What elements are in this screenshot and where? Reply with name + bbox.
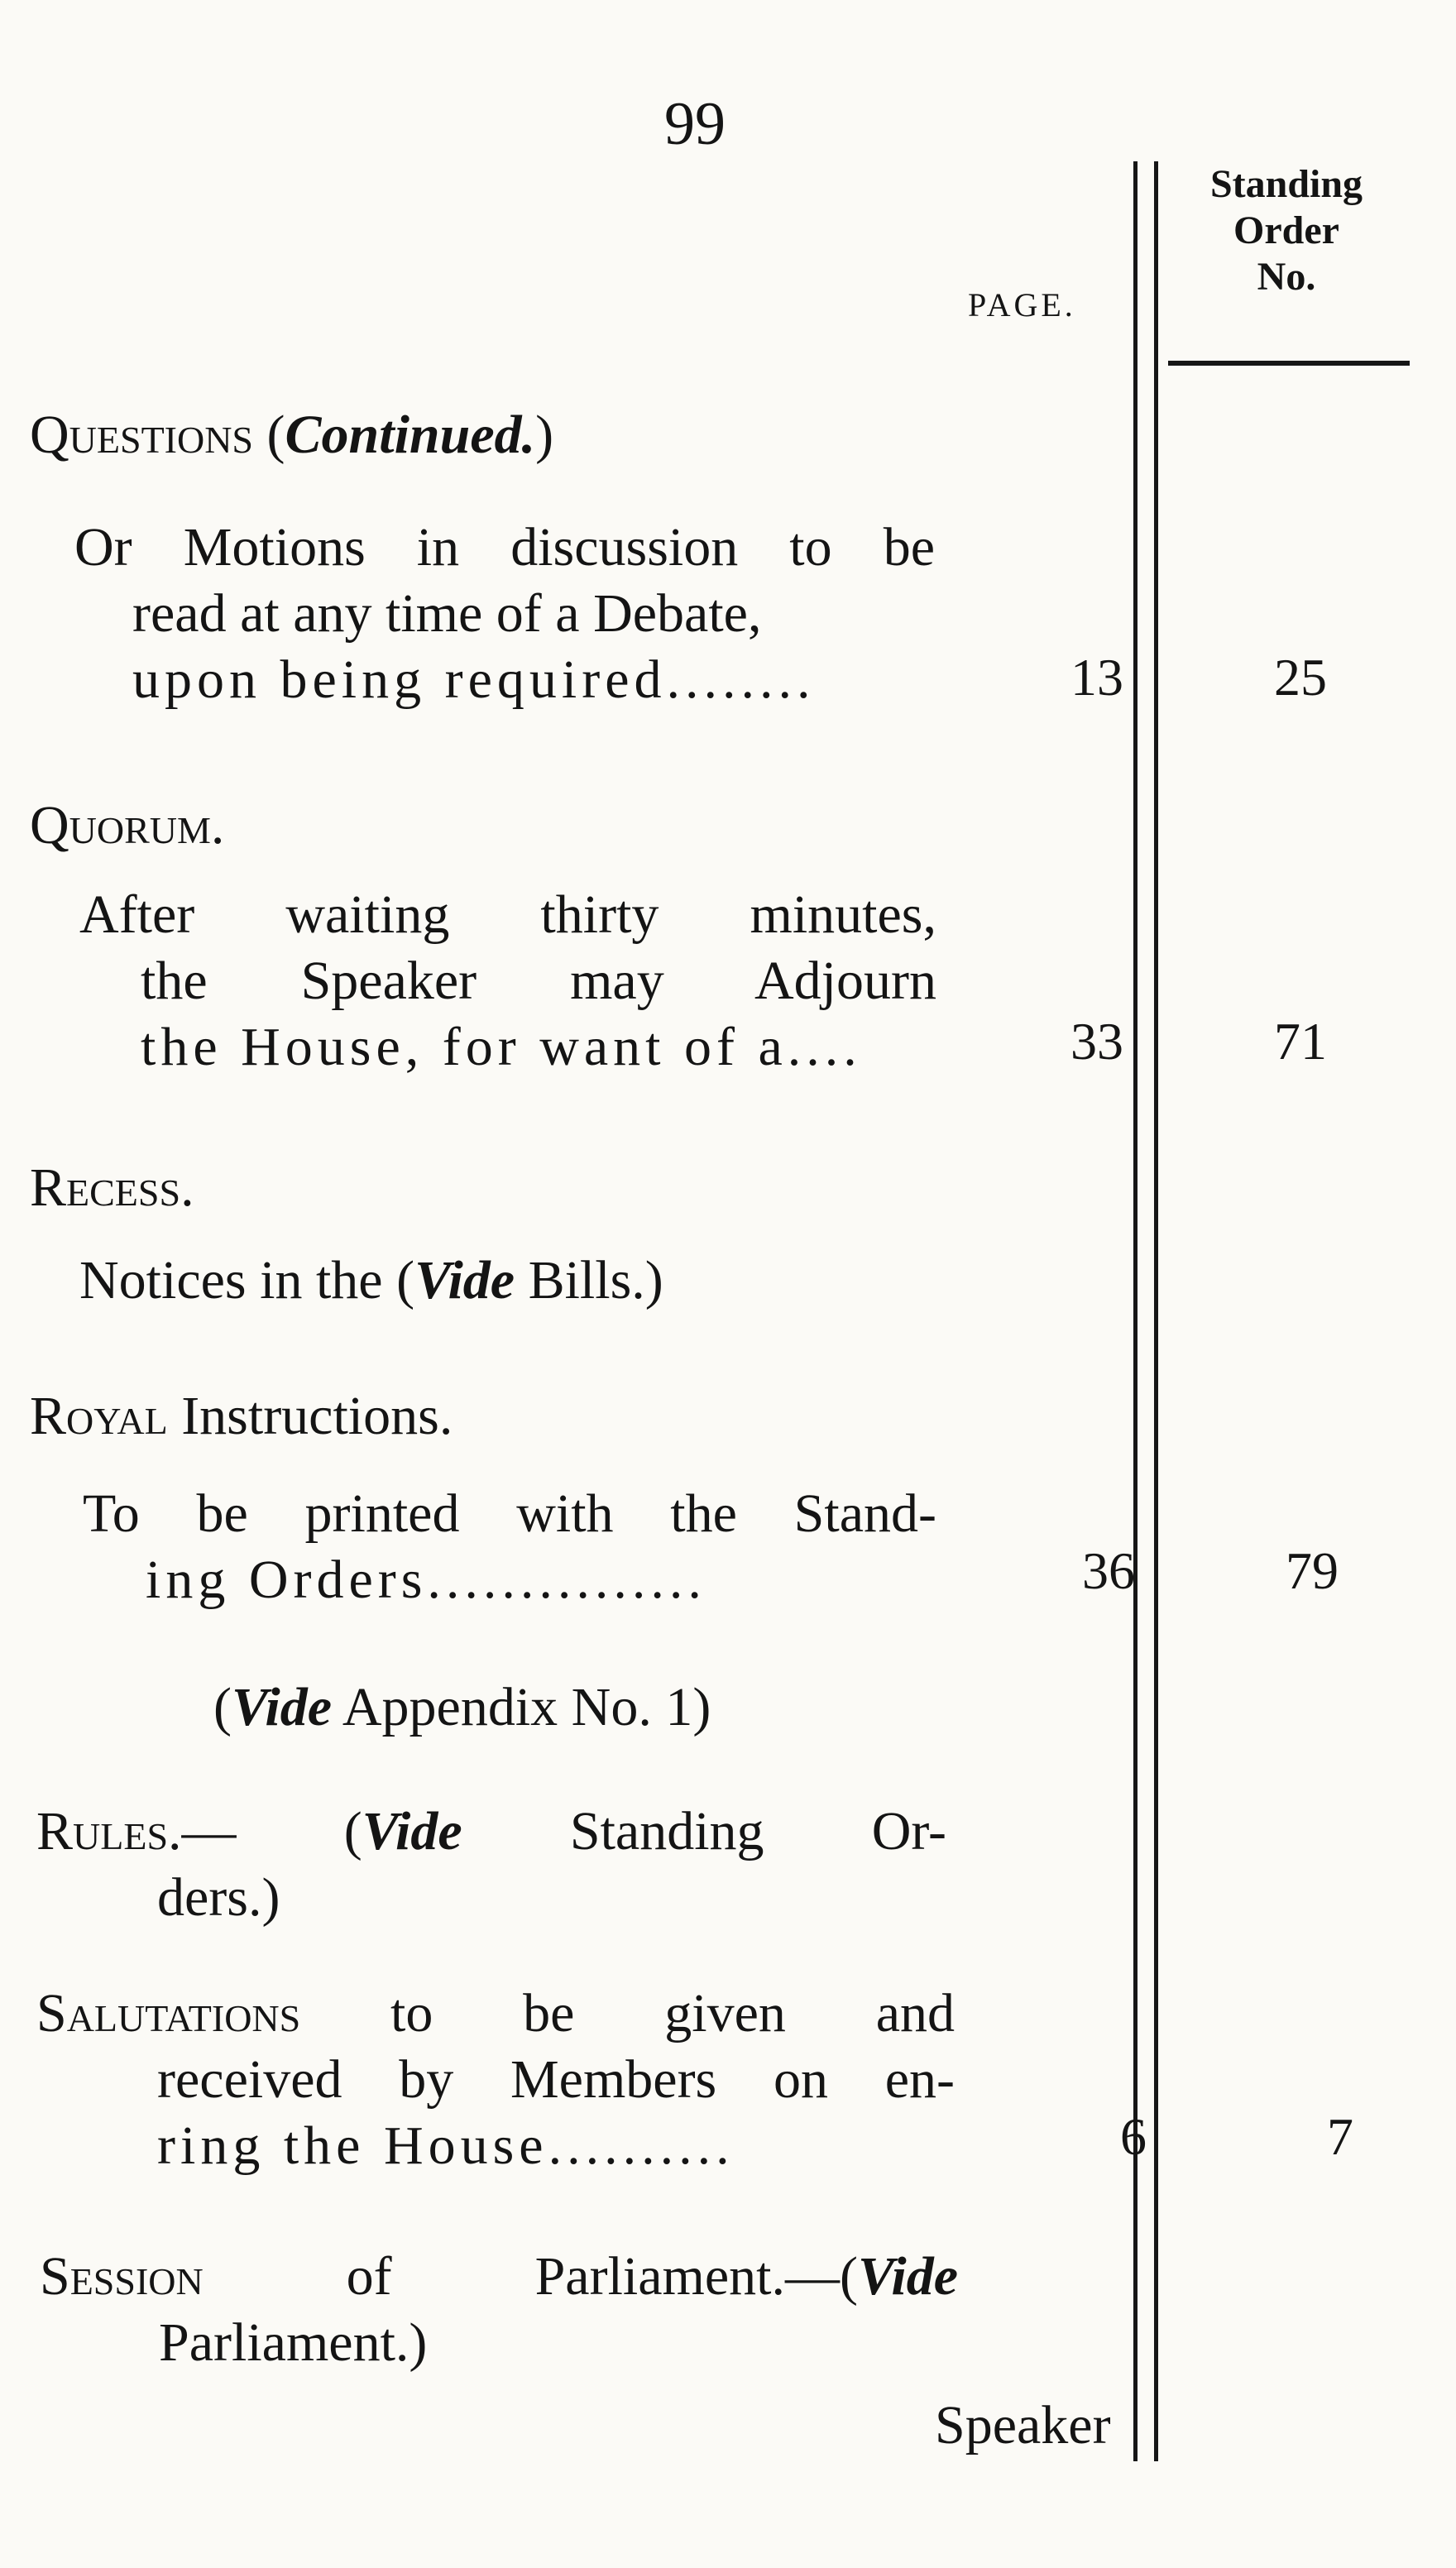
entry-line: upon being required........ bbox=[132, 649, 816, 710]
entry-text: Standing Or- bbox=[569, 1801, 946, 1861]
standing-order-header-line: Order bbox=[1233, 208, 1339, 252]
heading-word: Royal bbox=[30, 1386, 168, 1446]
entry-line: the House, for want of a.... bbox=[141, 1017, 862, 1077]
standing-order-column-header bbox=[1175, 161, 1398, 300]
page-ref: 36 bbox=[1082, 1541, 1135, 1600]
header-underline bbox=[1168, 361, 1410, 366]
entry-text: Bills.) bbox=[528, 1250, 663, 1310]
entry-heading-salutations bbox=[36, 1981, 955, 2047]
heading-word: Instructions. bbox=[181, 1386, 453, 1446]
entry-heading-questions bbox=[30, 402, 553, 468]
heading-word: Rules. bbox=[36, 1801, 182, 1861]
entry-heading-session bbox=[40, 2244, 958, 2310]
heading-paren: ( bbox=[266, 405, 285, 465]
entry-heading-royal bbox=[30, 1383, 453, 1449]
heading-paren: ) bbox=[535, 405, 554, 465]
entry-heading-recess: Recess. bbox=[30, 1157, 194, 1218]
standing-order-ref: 71 bbox=[1274, 1012, 1327, 1071]
entry-italic: Vide bbox=[362, 1801, 462, 1861]
page-ref: 13 bbox=[1070, 648, 1123, 707]
entry-italic: Vide bbox=[414, 1250, 515, 1310]
entry-line: received by Members on en- bbox=[157, 2049, 955, 2110]
entry-heading-rules bbox=[36, 1799, 946, 1865]
entry-line: ders.) bbox=[157, 1867, 280, 1928]
page-ref: 6 bbox=[1120, 2107, 1147, 2166]
entry-line: After waiting thirty minutes, bbox=[79, 884, 936, 945]
entry-text: ( bbox=[213, 1677, 232, 1737]
heading-word: Salutations bbox=[36, 1983, 301, 2043]
entry-italic: Vide bbox=[231, 1677, 332, 1737]
standing-order-header-line: No. bbox=[1257, 255, 1316, 299]
entry-line bbox=[79, 1248, 663, 1314]
entry-line: ing Orders............... bbox=[146, 1550, 706, 1610]
entry-line: To be printed with the Stand- bbox=[83, 1483, 936, 1544]
heading-word: Questions bbox=[30, 405, 254, 465]
entry-line: the Speaker may Adjourn bbox=[141, 951, 936, 1011]
heading-word: Session bbox=[40, 2246, 204, 2307]
entry-text: — ( bbox=[181, 1801, 362, 1861]
entry-text: of Parliament.—( bbox=[346, 2246, 858, 2307]
entry-italic: Vide bbox=[857, 2246, 958, 2307]
entry-vide-note bbox=[213, 1674, 711, 1741]
page-number: 99 bbox=[664, 90, 726, 158]
heading-italic: Continued. bbox=[285, 405, 536, 465]
column-rule-right bbox=[1154, 161, 1158, 2461]
entry-line: read at any time of a Debate, bbox=[132, 583, 762, 644]
standing-order-header-line: Standing bbox=[1209, 162, 1363, 206]
entry-line: ring the House.......... bbox=[157, 2115, 735, 2176]
entry-line: Or Motions in discussion to be bbox=[74, 517, 935, 577]
entry-text: to be given and bbox=[390, 1983, 956, 2043]
entry-heading-quorum: Quorum. bbox=[30, 795, 225, 855]
entry-line: Parliament.) bbox=[159, 2312, 428, 2373]
page-column-header: PAGE. bbox=[968, 286, 1076, 323]
catchword: Speaker bbox=[935, 2395, 1111, 2455]
page-ref: 33 bbox=[1070, 1012, 1123, 1071]
standing-order-ref: 25 bbox=[1274, 648, 1327, 707]
entry-text: Notices in the ( bbox=[79, 1250, 415, 1310]
standing-order-ref: 7 bbox=[1327, 2107, 1353, 2166]
entry-text: Appendix No. 1) bbox=[342, 1677, 711, 1737]
standing-order-ref: 79 bbox=[1286, 1541, 1339, 1600]
